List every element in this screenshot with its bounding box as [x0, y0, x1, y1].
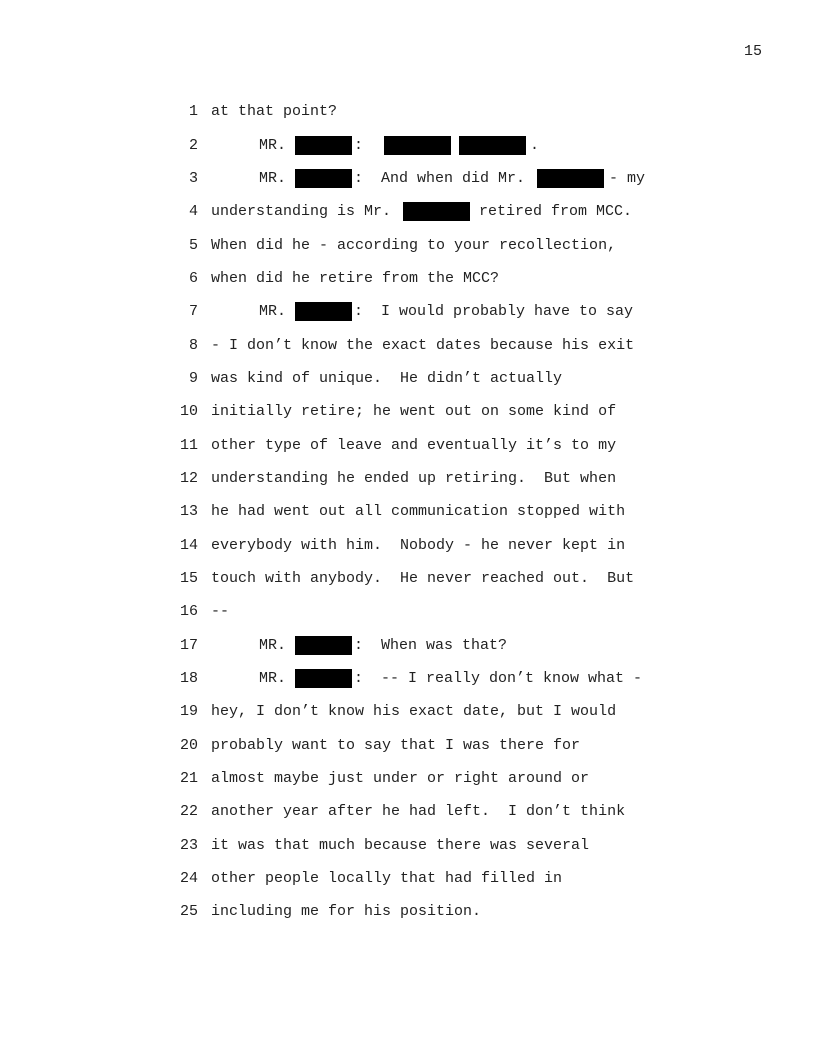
line-text-part: : When was that? [354, 636, 508, 654]
transcript-line [170, 795, 690, 828]
line-number: 7 [188, 303, 198, 321]
redaction-bar [537, 169, 604, 188]
transcript-line [170, 895, 690, 928]
line-number: 6 [188, 269, 198, 287]
redaction-bar [403, 202, 470, 221]
redaction-bar [295, 136, 352, 155]
line-number: 1 [188, 103, 198, 121]
redaction-bar [295, 302, 352, 321]
line-number: 24 [179, 870, 198, 888]
line-number: 11 [179, 436, 198, 454]
transcript-line [170, 862, 690, 895]
line-text: other type of leave and eventually it’s to my [211, 436, 617, 454]
line-text: at that point? [211, 103, 338, 121]
speaker-label: MR. [259, 136, 287, 154]
line-text: almost maybe just under or right around or [211, 770, 590, 788]
transcript-line [170, 362, 690, 395]
line-number: 8 [188, 336, 198, 354]
line-number: 16 [179, 603, 198, 621]
line-number: 3 [188, 169, 198, 187]
transcript-line [170, 328, 690, 361]
transcript-line [170, 495, 690, 528]
redaction-bar [295, 636, 352, 655]
line-text [211, 302, 633, 321]
line-text [211, 202, 632, 221]
transcript-line [170, 462, 690, 495]
speaker-label: MR. [259, 303, 287, 321]
line-text: - I don’t know the exact dates because his exit [211, 336, 635, 354]
transcript-line [170, 262, 690, 295]
transcript-line [170, 562, 690, 595]
transcript-line [170, 829, 690, 862]
line-text: -- [211, 603, 230, 621]
speaker-label: MR. [259, 670, 287, 688]
line-text: including me for his position. [211, 903, 482, 921]
line-number: 21 [179, 770, 198, 788]
transcript-line [170, 162, 690, 195]
transcript-line [170, 395, 690, 428]
line-text: another year after he had left. I don’t think [211, 803, 626, 821]
redaction-bar [384, 136, 451, 155]
speaker-label: MR. [259, 169, 287, 187]
line-number: 15 [179, 569, 198, 587]
transcript-line [170, 595, 690, 628]
transcript-line [170, 662, 690, 695]
transcript-line [170, 195, 690, 228]
line-text: it was that much because there was several [211, 836, 590, 854]
page-number: 15 [743, 43, 762, 60]
redaction-bar [295, 669, 352, 688]
line-number: 2 [188, 136, 198, 154]
transcript-line [170, 295, 690, 328]
line-text-part: : And when did Mr. [354, 169, 526, 187]
line-number: 4 [188, 203, 198, 221]
line-number: 10 [179, 403, 198, 421]
line-number: 20 [179, 736, 198, 754]
line-text [211, 136, 539, 155]
line-text [211, 669, 642, 688]
line-text: When did he - according to your recollection, [211, 236, 617, 254]
line-text-part: : -- I really don’t know what - [354, 670, 643, 688]
line-text: he had went out all communication stopped with [211, 503, 626, 521]
line-number: 19 [179, 703, 198, 721]
line-number: 14 [179, 536, 198, 554]
line-number: 23 [179, 836, 198, 854]
line-number: 17 [179, 636, 198, 654]
line-text: initially retire; he went out on some kind of [211, 403, 617, 421]
transcript-line [170, 695, 690, 728]
line-text: hey, I don’t know his exact date, but I would [211, 703, 617, 721]
transcript-line [170, 128, 690, 161]
transcript-line [170, 629, 690, 662]
line-text: was kind of unique. He didn’t actually [211, 369, 563, 387]
line-number: 18 [179, 670, 198, 688]
line-text: probably want to say that I was there for [211, 736, 581, 754]
line-number: 22 [179, 803, 198, 821]
transcript-line [170, 729, 690, 762]
line-text-part: - my [609, 169, 646, 187]
transcript-line [170, 528, 690, 561]
redaction-bar [459, 136, 526, 155]
line-text-tail: . [530, 136, 540, 154]
speaker-label: MR. [259, 636, 287, 654]
line-number: 12 [179, 469, 198, 487]
colon: : [354, 136, 364, 154]
line-number: 25 [179, 903, 198, 921]
line-text: when did he retire from the MCC? [211, 269, 500, 287]
transcript-line [170, 762, 690, 795]
line-text: understanding he ended up retiring. But when [211, 469, 617, 487]
line-text-part: understanding is Mr. [211, 203, 392, 221]
redaction-bar [295, 169, 352, 188]
transcript-line [170, 428, 690, 461]
transcript-line [170, 95, 690, 128]
line-number: 13 [179, 503, 198, 521]
line-text [211, 169, 645, 188]
line-number: 9 [188, 369, 198, 387]
transcript-line [170, 228, 690, 261]
transcript-body [170, 95, 690, 929]
line-text: everybody with him. Nobody - he never kept in [211, 536, 626, 554]
line-number: 5 [188, 236, 198, 254]
line-text-part: retired from MCC. [479, 203, 633, 221]
line-text [211, 636, 507, 655]
line-text: other people locally that had filled in [211, 870, 563, 888]
line-text: touch with anybody. He never reached out. But [211, 569, 635, 587]
line-text-part: : I would probably have to say [354, 303, 634, 321]
